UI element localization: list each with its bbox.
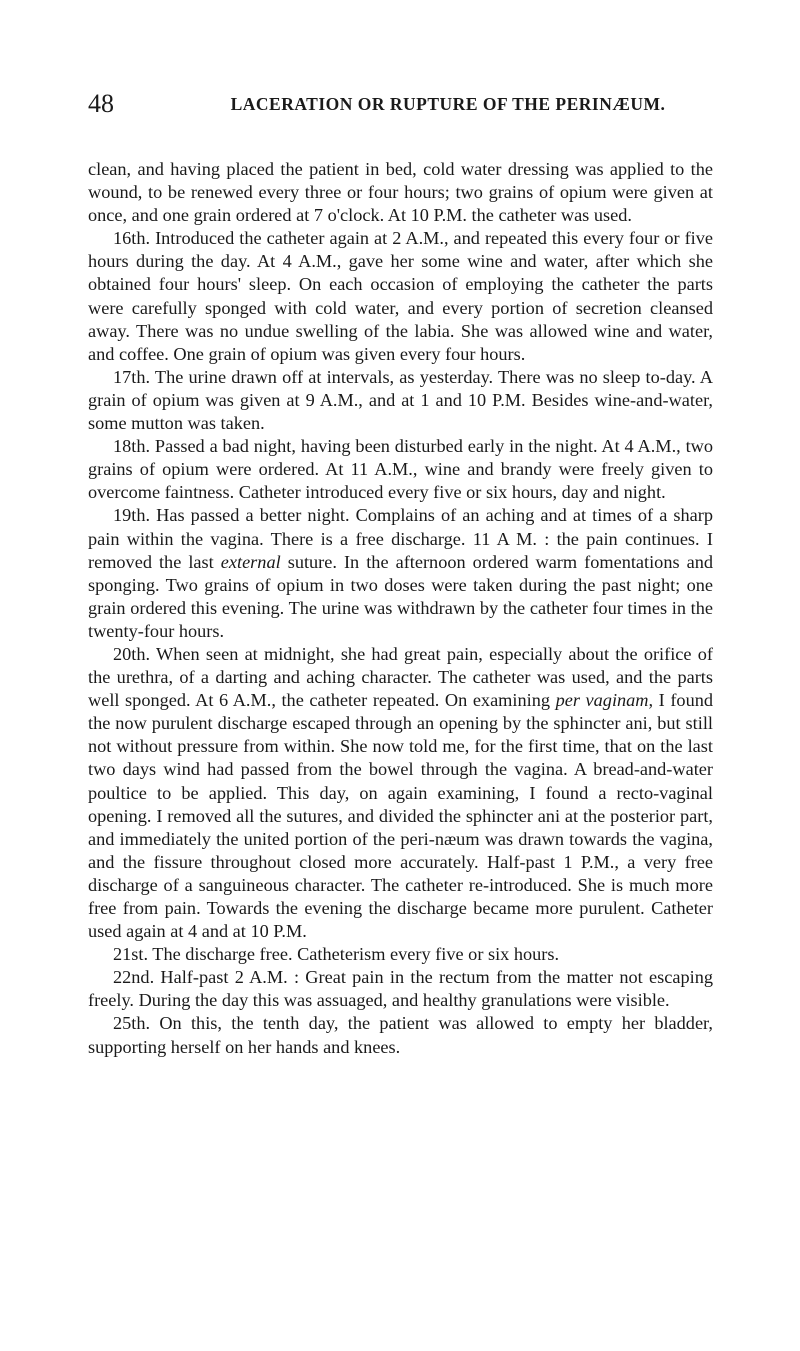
paragraph-19th-part-2: suture. In the afternoon ordered warm fomentations and sponging. Two grains of opium in two doses were taken during the past night; one grain ordered this evening. The urine was withdrawn by the catheter four times in the twenty-four hours. (88, 551, 713, 641)
italic-external: external (220, 551, 281, 572)
paragraph-20th (88, 643, 713, 943)
page-header (88, 90, 712, 118)
paragraph-18th: 18th. Passed a bad night, having been disturbed early in the night. At 4 A.M., two grains of opium were ordered. At 11 A.M., wine and brandy were freely given to overcome faintness. Catheter introduced every five or six hours, day and night. (88, 436, 713, 503)
body-text (88, 158, 713, 1059)
paragraph-19th (88, 504, 713, 643)
paragraph-25th: 25th. On this, the tenth day, the patient was allowed to empty her bladder, supporting herself on her hands and knees. (88, 1013, 713, 1057)
running-title: LACERATION OR RUPTURE OF THE PERINÆUM. (230, 94, 666, 114)
paragraph-22nd: 22nd. Half-past 2 A.M. : Great pain in the rectum from the matter not escaping freely. During the day this was assuaged, and healthy granulations were visible. (88, 967, 713, 1011)
paragraph-17th: 17th. The urine drawn off at intervals, as yesterday. There was no sleep to-day. A grain of opium was given at 9 A.M., and at 1 and 10 P.M. Besides wine-and-water, some mutton was taken. (88, 366, 713, 434)
italic-per-vaginam: per vaginam, (555, 690, 654, 711)
paragraph-16th: 16th. Introduced the catheter again at 2 A.M., and repeated this every four or five hours during the day. At 4 A.M., gave her some wine and water, after which she obtained four hours' sleep. On each occasion of employing the catheter the parts were carefully sponged with cold water, and every portion of secretion cleansed away. There was no undue swelling of the labia. She was allowed wine and water, and coffee. One grain of opium was given every four hours. (88, 228, 713, 364)
paragraph-20th-part-2: I found the now purulent discharge escaped through an opening by the sphincter ani, but still not without pressure from within. She now told me, for the first time, that on the last two days wind had passed from the bowel through the vagina. A bread-and-water poultice to be applied. This day, on again examining, I found a recto-vaginal opening. I removed all the sutures, and divided the sphincter ani at the posterior part, and immediately the united portion of the peri-næum was drawn towards the vagina, and the fissure throughout closed more accurately. Half-past 1 P.M., a very free discharge of a sanguineous character. The catheter re-introduced. She is much more free from pain. Towards the evening the discharge became more purulent. Catheter used again at 4 and at 10 P.M. (88, 690, 713, 942)
paragraph-19th-part-1: 19th. Has passed a better night. Complains of an aching and at times of a sharp pain within the vagina. There is a free discharge. 11 A M. : the pain continues. I removed the last (88, 505, 713, 572)
paragraph-21st: 21st. The discharge free. Catheterism every five or six hours. (113, 944, 560, 965)
paragraph-continuation: clean, and having placed the patient in bed, cold water dressing was applied to the wound, to be renewed every three or four hours; two grains of opium were given at once, and one grain ordered at 7 o'clock. At 10 P.M. the catheter was used. (88, 159, 713, 226)
paragraph-20th-part-1: 20th. When seen at midnight, she had great pain, especially about the orifice of the urethra, of a darting and aching character. The catheter was used, and the parts well sponged. At 6 A.M., the catheter repeated. On examining (88, 643, 713, 711)
page-number: 48 (88, 89, 114, 118)
